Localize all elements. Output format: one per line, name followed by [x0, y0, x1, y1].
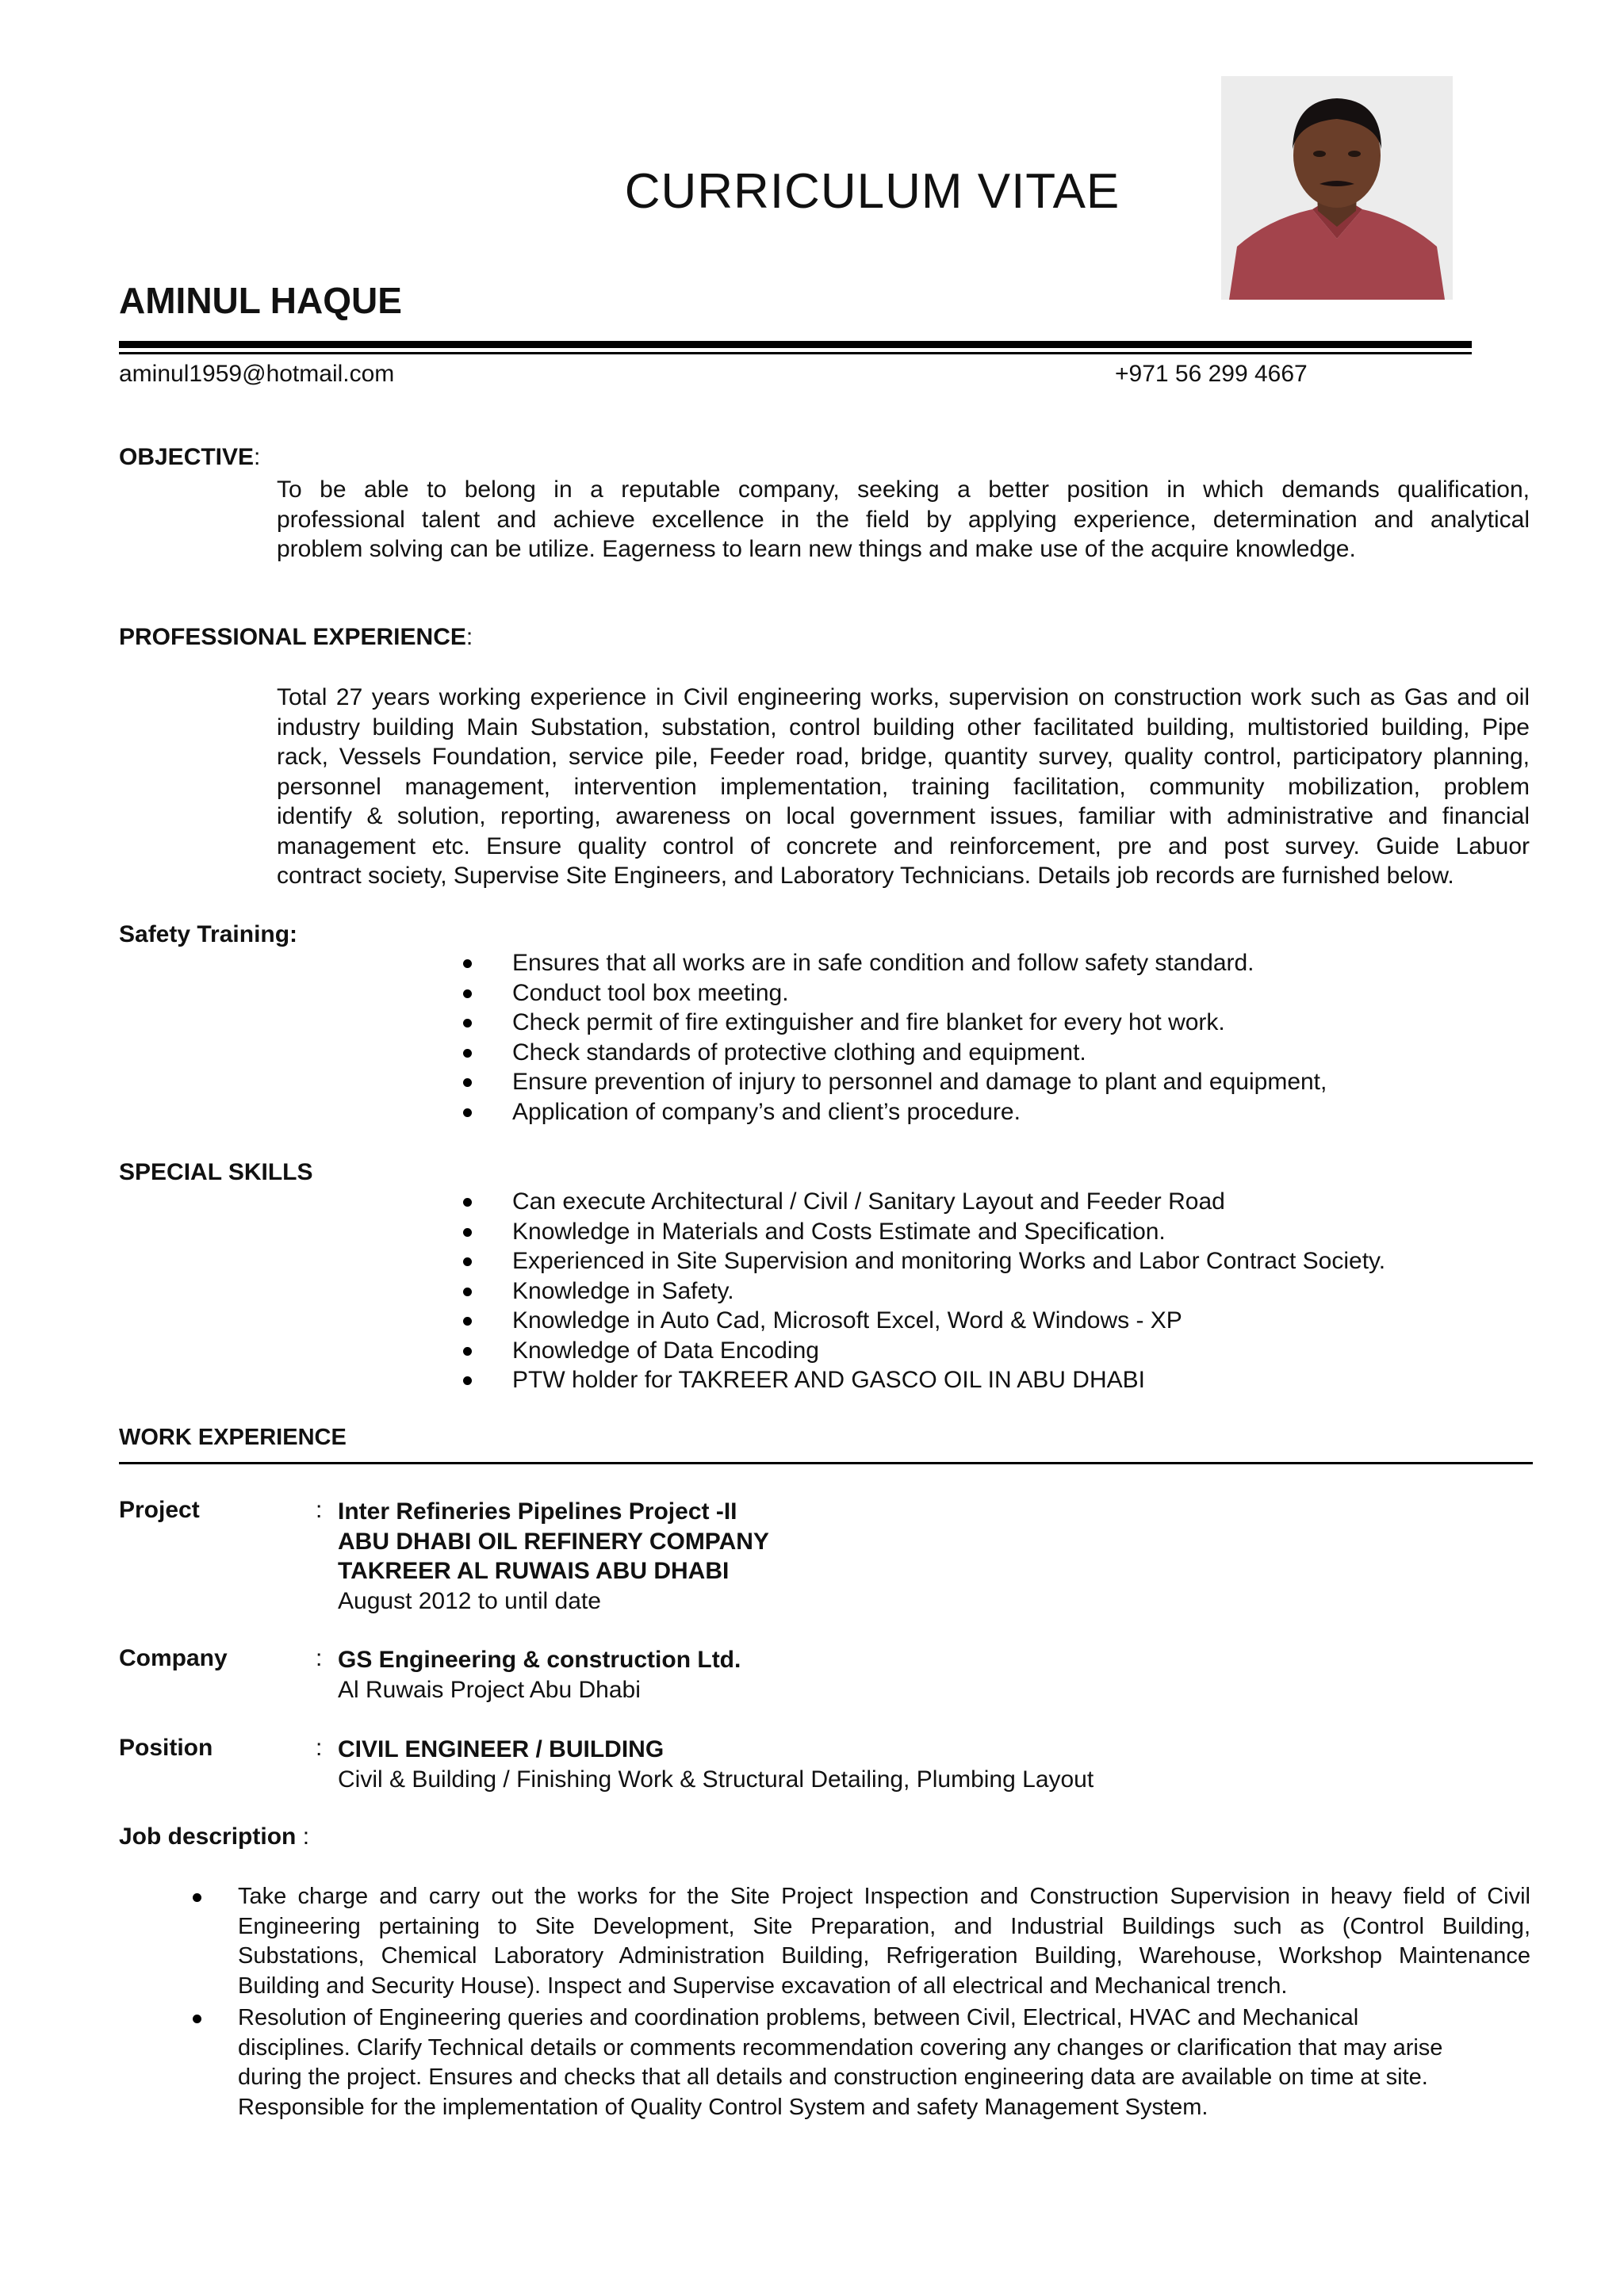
work-experience-heading: WORK EXPERIENCE: [119, 1425, 347, 1450]
list-item-text: Check standards of protective clothing and equipment.: [512, 1039, 1086, 1066]
project-client: ABU DHABI OIL REFINERY COMPANY: [338, 1528, 769, 1555]
job-description-line: disciplines. Clarify Technical details or comments recommendation covering any changes or clarification that may arise: [238, 2034, 1443, 2061]
list-item-text: Ensure prevention of injury to personnel and damage to plant and equipment,: [512, 1069, 1327, 1095]
job-description-line: Responsible for the implementation of Quality Control System and safety Management System.: [238, 2094, 1208, 2120]
header-rule-thin: [119, 352, 1472, 354]
list-item: [512, 1276, 1543, 1307]
company-separator: :: [316, 1645, 323, 1671]
list-item: [512, 1038, 1543, 1068]
objective-line: professional talent and achieve excellence in the field by applying experience, determination and analytical: [277, 506, 1530, 533]
applicant-name: AMINUL HAQUE: [119, 280, 402, 321]
objective-heading-colon: :: [254, 444, 261, 470]
job-description-line: Engineering pertaining to Site Development, Site Preparation, and Industrial Buildings such as (Control Building,: [238, 1913, 1530, 1939]
company-details: [338, 1645, 741, 1705]
bullet-icon: [463, 1049, 472, 1058]
job-description-line: Building and Security House). Inspect and Supervise excavation of all electrical and Mechanical trench.: [238, 1973, 1288, 1999]
professional-experience-heading-colon: :: [465, 624, 473, 650]
bullet-icon: [193, 2015, 201, 2023]
professional-experience-paragraph: [277, 683, 1530, 891]
profile-photo: [1221, 76, 1453, 300]
position-details: [338, 1735, 1094, 1794]
list-item: [512, 1217, 1543, 1247]
profile-photo-image: [1221, 76, 1453, 300]
company-label: Company: [119, 1645, 228, 1671]
list-item-text: Check permit of fire extinguisher and fire blanket for every hot work.: [512, 1009, 1225, 1035]
bullet-icon: [463, 1288, 472, 1296]
position-separator: :: [316, 1735, 323, 1761]
list-item: [512, 1246, 1543, 1276]
job-description-line: Take charge and carry out the works for the Site Project Inspection and Construction Supervision in heavy field of Civil: [238, 1884, 1530, 1909]
professional-experience-heading-text: PROFESSIONAL EXPERIENCE: [119, 624, 466, 650]
list-item: [512, 1097, 1543, 1127]
bullet-icon: [463, 1317, 472, 1326]
job-description-heading: [119, 1823, 309, 1850]
list-item: [512, 1008, 1543, 1038]
experience-line: rack, Vessels Foundation, service pile, Feeder road, bridge, quantity survey, quality control, participatory planning,: [277, 744, 1530, 770]
bullet-icon: [463, 1347, 472, 1356]
bullet-icon: [463, 1257, 472, 1266]
job-description-line: during the project. Ensures and checks that all details and construction engineering data are available on time at site.: [238, 2064, 1428, 2090]
list-item: [512, 1336, 1543, 1366]
bullet-icon: [463, 1376, 472, 1385]
job-description-line: Substations, Chemical Laboratory Administration Building, Refrigeration Building, Warehouse, Workshop Maintenance: [238, 1943, 1530, 1969]
phone-number: +971 56 299 4667: [1115, 361, 1308, 387]
project-location: TAKREER AL RUWAIS ABU DHABI: [338, 1558, 730, 1584]
project-name: Inter Refineries Pipelines Project -II: [338, 1498, 737, 1525]
objective-heading-text: OBJECTIVE: [119, 444, 255, 470]
safety-training-heading: Safety Training:: [119, 921, 298, 947]
list-item-text: Experienced in Site Supervision and monitoring Works and Labor Contract Society.: [512, 1248, 1386, 1274]
project-label: Project: [119, 1497, 200, 1523]
job-description-item: [238, 2003, 1530, 2122]
list-item-text: Knowledge in Materials and Costs Estimate and Specification.: [512, 1218, 1166, 1245]
professional-experience-heading: [119, 624, 473, 651]
project-details: [338, 1497, 769, 1616]
bullet-icon: [463, 1108, 472, 1117]
experience-line: personnel management, intervention implementation, training facilitation, community mobilization, problem: [277, 773, 1530, 800]
job-description-label: Job description: [119, 1823, 297, 1850]
objective-paragraph: [277, 475, 1530, 564]
list-item: [512, 948, 1543, 978]
objective-heading: [119, 444, 260, 471]
experience-line: management etc. Ensure quality control of concrete and reinforcement, pre and post survey. Guide Labuor: [277, 832, 1530, 859]
job-description-line: Resolution of Engineering queries and coordination problems, between Civil, Electrical, HVAC and Mechanical: [238, 2005, 1359, 2030]
experience-line: contract society, Supervise Site Engineers, and Laboratory Technicians. Details job records are furnished below.: [277, 863, 1454, 889]
bullet-icon: [463, 1019, 472, 1027]
list-item-text: PTW holder for TAKREER AND GASCO OIL IN ABU DHABI: [512, 1367, 1145, 1393]
special-skills-list: [512, 1187, 1543, 1395]
list-item: [512, 1365, 1543, 1395]
project-dates: August 2012 to until date: [338, 1587, 601, 1614]
special-skills-heading: SPECIAL SKILLS: [119, 1159, 313, 1185]
position-scope: Civil & Building / Finishing Work & Structural Detailing, Plumbing Layout: [338, 1766, 1094, 1793]
list-item: [512, 1306, 1543, 1336]
position-title: CIVIL ENGINEER / BUILDING: [338, 1736, 665, 1762]
bullet-icon: [463, 959, 472, 968]
bullet-icon: [463, 1198, 472, 1207]
list-item-text: Knowledge in Safety.: [512, 1277, 734, 1304]
bullet-icon: [463, 1078, 472, 1087]
objective-line: To be able to belong in a reputable company, seeking a better position in which demands qualification,: [277, 476, 1530, 503]
experience-line: Total 27 years working experience in Civil engineering works, supervision on construction work such as Gas and oil: [277, 684, 1530, 710]
email-address[interactable]: aminul1959@hotmail.com: [119, 361, 395, 387]
safety-training-list: [512, 948, 1543, 1127]
position-label: Position: [119, 1735, 213, 1761]
list-item: [512, 1067, 1543, 1097]
company-location: Al Ruwais Project Abu Dhabi: [338, 1676, 641, 1703]
list-item-text: Application of company’s and client’s procedure.: [512, 1098, 1021, 1125]
company-name: GS Engineering & construction Ltd.: [338, 1647, 741, 1673]
list-item-text: Knowledge in Auto Cad, Microsoft Excel, Word & Windows - XP: [512, 1307, 1182, 1334]
experience-line: identify & solution, reporting, awareness on local government issues, familiar with administrative and financial: [277, 803, 1530, 829]
list-item-text: Can execute Architectural / Civil / Sanitary Layout and Feeder Road: [512, 1188, 1225, 1215]
job-description-item: [238, 1882, 1530, 2001]
bullet-icon: [463, 989, 472, 998]
objective-line: problem solving can be utilize. Eagerness to learn new things and make use of the acquire knowledge.: [277, 536, 1356, 562]
list-item-text: Knowledge of Data Encoding: [512, 1337, 819, 1364]
cv-title: CURRICULUM VITAE: [624, 164, 1120, 219]
list-item-text: Ensures that all works are in safe condition and follow safety standard.: [512, 950, 1254, 976]
job-description-colon: :: [296, 1823, 310, 1850]
list-item: [512, 1187, 1543, 1217]
list-item: [512, 978, 1543, 1008]
work-experience-rule: [119, 1462, 1533, 1464]
bullet-icon: [463, 1228, 472, 1237]
list-item-text: Conduct tool box meeting.: [512, 979, 789, 1006]
experience-line: industry building Main Substation, substation, control building other facilitated building, multistoried building, Pipe: [277, 714, 1530, 740]
bullet-icon: [193, 1893, 201, 1902]
header-rule-thick: [119, 341, 1472, 348]
project-separator: :: [316, 1497, 323, 1523]
